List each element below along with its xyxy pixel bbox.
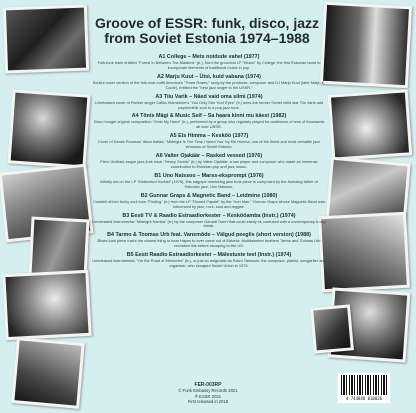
photo-singer-marju-kuut <box>8 89 91 168</box>
track-heading: A1 College – Mets noidude vahel (1977) <box>158 54 260 60</box>
essr-copyright: ® ESSR 2021 <box>194 393 222 399</box>
track-heading: B4 Tarmo & Toomas Urb feat. Vanemõde – Välgud peeglis (short version) (1988) <box>107 232 311 239</box>
track-a5 <box>92 133 326 150</box>
track-description: Cover of Demis Roussos' disco ballad, "Midnight Is The Time I Need You" by Els Himma; one of the finest and most versatile jazz virtuosos of Soviet Estonia. <box>97 139 321 150</box>
track-b1 <box>92 173 326 190</box>
track-b5 <box>92 252 326 269</box>
track-a1 <box>92 54 326 71</box>
photo-band-college <box>3 5 89 74</box>
track-a2 <box>92 74 326 91</box>
track-heading: A5 Els Himma – Keskõö (1977) <box>169 133 249 140</box>
barcode-bars-icon <box>341 375 387 395</box>
catalog-number: FER-003RP <box>194 382 222 388</box>
track-description: Unreleased instrumental "Midnight Samba" (tr.) by the composer Genadi Tumri that could easily be confused with a contemporary b-boy break. <box>92 218 326 229</box>
track-description: Blues-funk piece that's the closest thing to hear Hayes to ever come out of Estonia. Multitalented brothers Tarmo and Toomas Urb recorded this before escaping to the US. <box>97 238 321 249</box>
label-copyright: © Funk Embassy Records 2021 <box>178 388 238 394</box>
first-released: First released in 2018 <box>187 399 229 405</box>
track-b2 <box>92 193 326 210</box>
track-heading: B1 Uno Naissoo – Marss-eksprompt (1976) <box>154 172 264 179</box>
track-description: Cowbell-driven funky soul tune "Finding" (tr.) from the LP "Roosid Papale" by the "Iron Man," Gunnar Graps whose Magnetic Band was influenced by jazz, rock, soul and reggae. <box>93 198 325 209</box>
track-heading: A2 Marju Kuut – Ütsi, kuid vabana (1974) <box>157 73 261 80</box>
photo-performer <box>11 337 84 409</box>
track-description: Piero Umiliani-esque jazz-funk track "Heavy Goods" (tr.) by Valter Ojakäär: a sax player and composer who made an immense contribution to Estonian pop and jazz music. <box>100 159 318 169</box>
track-heading: A4 Tõnis Mägi & Music Seif – Sa haara kinni mu käest (1982) <box>131 113 287 120</box>
tracklist <box>92 54 326 272</box>
track-description: Soulful cover version of the folk-rock outfit America's "Three Roses," sung by the producer, composer and DJ Marju Kuut (later Marju K. Coole), entitled the "best jazz singer in the USSR." <box>92 79 326 90</box>
barcode <box>338 373 390 403</box>
photo-band-stage <box>318 212 410 293</box>
track-heading: A6 Valter Ojakäär – Rasked vessed (1976) <box>155 153 263 160</box>
track-description: Folk-funk track entitled "Forest In Between The Maidens" (tr.), from the groovical LP "Kiuksi" by College, the first Estonian band to incorporate elements of traditional music in pop. <box>97 60 321 70</box>
photo-orchestra <box>2 270 91 340</box>
track-heading: B5 Eesti Raadio Estraadiorkester – Mälestuste teel (Instr.) (1974) <box>126 252 292 259</box>
track-description: Unreleased cover of Finnish singer Carita Holmström's "You Only See Your Eyes" (tr.) sees the former Soviet child star Tiiu Varik add psychedelic soul to a pop-jazz tune. <box>94 99 324 110</box>
credits-footer <box>140 383 276 405</box>
track-heading: B2 Gunnar Graps & Magnetic Band – Leidmine (1980) <box>140 192 278 199</box>
track-description: Unreleased instrumental, "On the Road of Memories" (tr.), or just so enigmatic as Raivo Tamsock, the composer, pianist, songwriter and organiser, who escaped Soviet Union in 1975. <box>92 258 326 269</box>
track-b4 <box>92 232 326 249</box>
track-heading: A3 Tiiu Varik – Näed vaid oma silmi (1974) <box>155 93 263 100</box>
track-b3 <box>92 213 326 230</box>
track-description: Disco boogie original composition "Grab My Hand" (tr.), performed by a group who regularly played for audiences of tens of thousands all over USSR. <box>93 119 325 130</box>
photo-singer-tonis-magi <box>328 89 412 160</box>
track-description: Initially out on the LP "Midsentud Kodust" (1976), this bagpipe mimicking jazz-funk piece is composed by the founding father of Estonian jazz, Uno Naissoo. <box>100 178 318 189</box>
track-a4 <box>92 113 326 130</box>
photo-pianist <box>310 304 354 353</box>
track-a3 <box>92 94 326 111</box>
album-title <box>92 16 322 46</box>
album-title-line-2: from Soviet Estonia 1974–1988 <box>104 30 310 46</box>
track-heading: B3 Eesti TV & Raadio Estraadiorkester – Keskööamba (Instr.) (1974) <box>122 212 296 219</box>
album-title-line-1: Groove of ESSR: funk, disco, jazz <box>94 15 320 31</box>
track-a6 <box>92 153 326 170</box>
photo-singer-els-himma <box>320 2 412 88</box>
barcode-number: 4 744848 010026 <box>345 396 383 401</box>
